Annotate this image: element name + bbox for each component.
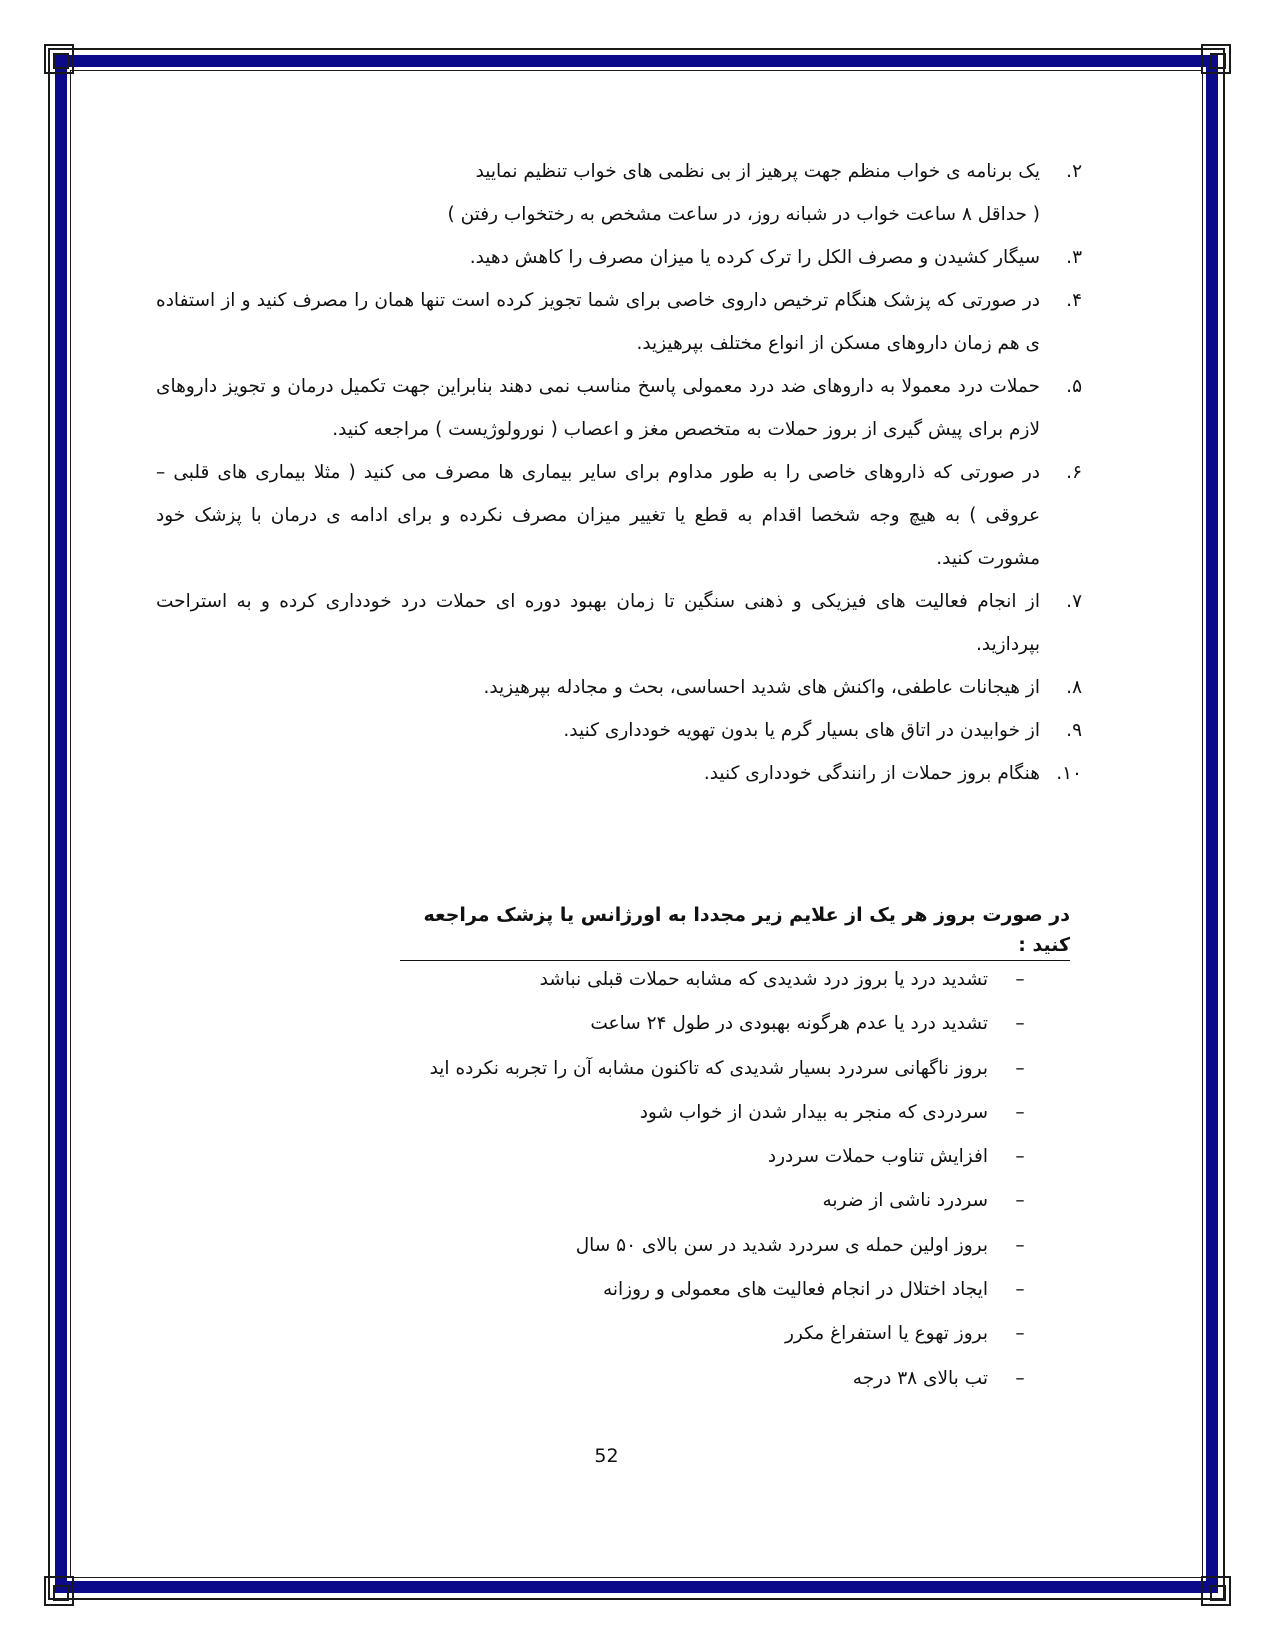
dash-bullet: – (1015, 1323, 1025, 1345)
list-item-number: ۲. (1066, 161, 1082, 182)
dash-bullet: – (1015, 1190, 1025, 1212)
list-item (300, 1179, 1040, 1223)
list-item (150, 666, 1090, 709)
list-item-number: ۵. (1066, 376, 1082, 397)
dash-bullet: – (1015, 1279, 1025, 1301)
list-item-text: حملات درد معمولا به داروهای ضد درد معمولی پاسخ مناسب نمی دهند بنابراین جهت تکمیل درمان و تجویز داروهای لازم برای پیش گیری از بروز حملات به متخصص مغز و اعصاب ( نورولوژیست ) مراجعه کنید. (156, 376, 1040, 440)
corner-ornament-bottom-left (44, 1576, 74, 1606)
sign-text: تشدید درد یا بروز درد شدیدی که مشابه حملات قبلی نباشد (539, 969, 988, 990)
list-item (150, 451, 1090, 580)
dash-bullet: – (1015, 1234, 1025, 1256)
dash-bullet: – (1015, 969, 1025, 990)
list-item (150, 193, 1090, 236)
list-item (150, 236, 1090, 279)
list-item (300, 958, 1040, 1002)
sign-text: تب بالای ۳۸ درجه (852, 1367, 988, 1389)
corner-ornament-top-left (44, 44, 74, 74)
advice-list (150, 150, 1090, 795)
list-item (300, 1135, 1040, 1179)
sign-text: بروز ناگهانی سردرد بسیار شدیدی که تاکنون مشابه آن را تجربه نکرده اید (429, 1057, 988, 1079)
warning-heading: در صورت بروز هر یک از علایم زیر مجددا به اورژانس یا پزشک مراجعه کنید : (400, 900, 1070, 961)
list-item-number: ۱۰. (1056, 763, 1082, 784)
sign-text: ایجاد اختلال در انجام فعالیت های معمولی و روزانه (602, 1279, 988, 1301)
corner-ornament-bottom-right (1201, 1576, 1231, 1606)
list-item-text: از خوابیدن در اتاق های بسیار گرم یا بدون تهویه خودداری کنید. (563, 720, 1040, 741)
list-item (300, 1312, 1040, 1356)
list-item-text: ( حداقل ۸ ساعت خواب در شبانه روز، در ساعت مشخص به رختخواب رفتن ) (447, 204, 1040, 225)
list-item-text: از انجام فعالیت های فیزیکی و ذهنی سنگین تا زمان بهبود دوره ای حملات درد خودداری کرده و به استراحت بپردازید. (156, 591, 1040, 655)
dash-bullet: – (1015, 1101, 1025, 1123)
list-item-text: در صورتی که پزشک هنگام ترخیص داروی خاصی برای شما تجویز کرده است تنها همان را مصرف کنید و از استفاده ی هم زمان داروهای مسکن از انواع مختلف بپرهیزید. (156, 290, 1040, 354)
list-item (150, 580, 1090, 666)
list-item (150, 752, 1090, 795)
list-item-number: ۹. (1066, 720, 1082, 741)
page-number: 52 (594, 1445, 619, 1467)
list-item-text: سیگار کشیدن و مصرف الکل را ترک کرده یا میزان مصرف را کاهش دهید. (469, 247, 1040, 268)
list-item-number: ۶. (1066, 462, 1082, 483)
list-item (300, 1091, 1040, 1135)
sign-text: بروز اولین حمله ی سردرد شدید در سن بالای ۵۰ سال (575, 1234, 988, 1256)
list-item-number: ۳. (1066, 247, 1082, 268)
list-item-number: ۸. (1066, 677, 1082, 698)
dash-bullet: – (1015, 1057, 1025, 1079)
list-item (300, 1224, 1040, 1268)
list-item-text: در صورتی که ذاروهای خاصی را به طور مداوم برای سایر بیماری ها مصرف می کنید ( مثلا بیماری های قلبی – عروقی ) به هیچ وجه شخصا اقدام به قطع یا تغییر میزان مصرف نکرده و برای ادامه ی درمان با پزشک خود مشورت کنید. (156, 462, 1040, 569)
sign-text: تشدید درد یا عدم هرگونه بهبودی در طول ۲۴ ساعت (590, 1013, 988, 1035)
warning-signs-list (300, 958, 1040, 1401)
list-item (300, 1002, 1040, 1046)
list-item (300, 1357, 1040, 1401)
sign-text: افزایش تناوب حملات سردرد (767, 1146, 988, 1168)
list-item-number: ۷. (1066, 591, 1082, 612)
corner-ornament-top-right (1201, 44, 1231, 74)
list-item-number: ۴. (1066, 290, 1082, 311)
list-item-text: از هیجانات عاطفی، واکنش های شدید احساسی، بحث و مجادله بپرهیزید. (483, 677, 1040, 698)
sign-text: سردردی که منجر به بیدار شدن از خواب شود (639, 1101, 988, 1123)
list-item-text: یک برنامه ی خواب منظم جهت پرهیز از بی نظمی های خواب تنظیم نمایید (475, 161, 1040, 182)
dash-bullet: – (1015, 1013, 1025, 1035)
list-item (150, 150, 1090, 193)
list-item (300, 1268, 1040, 1312)
list-item (300, 1047, 1040, 1091)
list-item (150, 709, 1090, 752)
dash-bullet: – (1015, 1367, 1025, 1389)
sign-text: سردرد ناشی از ضربه (822, 1190, 988, 1212)
sign-text: بروز تهوع یا استفراغ مکرر (784, 1323, 988, 1345)
dash-bullet: – (1015, 1146, 1025, 1168)
list-item (150, 365, 1090, 451)
list-item-text: هنگام بروز حملات از رانندگی خودداری کنید. (703, 763, 1040, 784)
list-item (150, 279, 1090, 365)
